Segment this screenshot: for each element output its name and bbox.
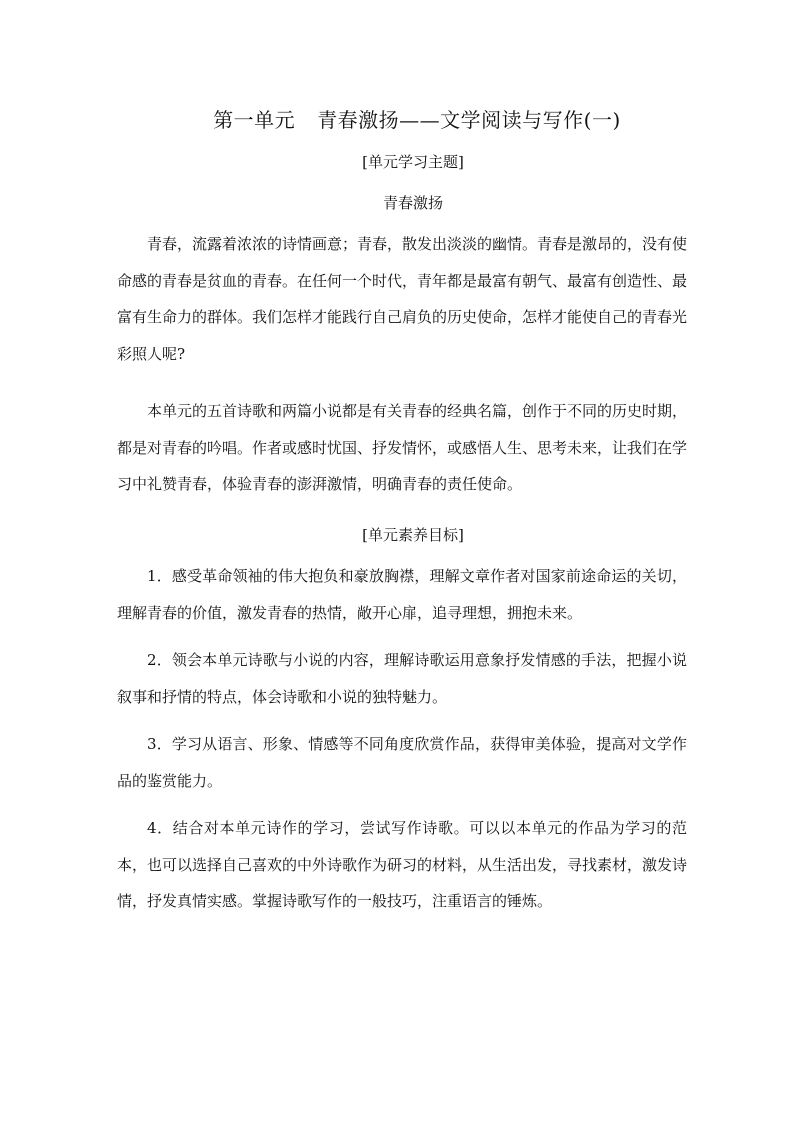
title-unit-name: 青春激扬——文学阅读与写作(一) [317, 108, 621, 132]
section-heading-literacy-goals: [单元素养目标] [362, 526, 464, 544]
goal-item-1: 1．感受革命领袖的伟大抱负和豪放胸襟，理解文章作者对国家前途命运的关切，理解青春的价值，激发青春的热情，敞开心扉，追寻理想，拥抱未来。 [117, 567, 687, 622]
section-heading-study-theme: [单元学习主题] [362, 153, 464, 171]
theme-title: 青春激扬 [382, 194, 443, 212]
goal-item-4: 4．结合对本单元诗作的学习，尝试写作诗歌。可以以本单元的作品为学习的范本，也可以选择自己喜欢的中外诗歌作为研习的材料，从生活出发，寻找素材，激发诗情，抒发真情实感。掌握诗歌写作的一般技巧，注重语言的锤炼。 [117, 819, 688, 911]
theme-paragraph-2: 本单元的五首诗歌和两篇小说都是有关青春的经典名篇，创作于不同的历史时期，都是对青春的吟唱。作者或感时忧国、抒发情怀，或感悟人生、思考未来，让我们在学习中礼赞青春，体验青春的澎湃激情，明确青春的责任使命。 [117, 402, 688, 494]
page-title [0, 106, 794, 134]
title-unit-label: 第一单元 [213, 108, 296, 132]
theme-paragraph-1: 青春，流露着浓浓的诗情画意；青春，散发出淡淡的幽情。青春是激昂的，没有使命感的青春是贫血的青春。在任何一个时代，青年都是最富有朝气、最富有创造性、最富有生命力的群体。我们怎样才能践行自己肩负的历史使命，怎样才能使自己的青春光彩照人呢? [117, 235, 688, 363]
goal-item-2: 2．领会本单元诗歌与小说的内容，理解诗歌运用意象抒发情感的手法，把握小说叙事和抒情的特点，体会诗歌和小说的独特魅力。 [117, 651, 687, 706]
goal-item-3: 3．学习从语言、形象、情感等不同角度欣赏作品，获得审美体验，提高对文学作品的鉴赏能力。 [117, 735, 687, 790]
